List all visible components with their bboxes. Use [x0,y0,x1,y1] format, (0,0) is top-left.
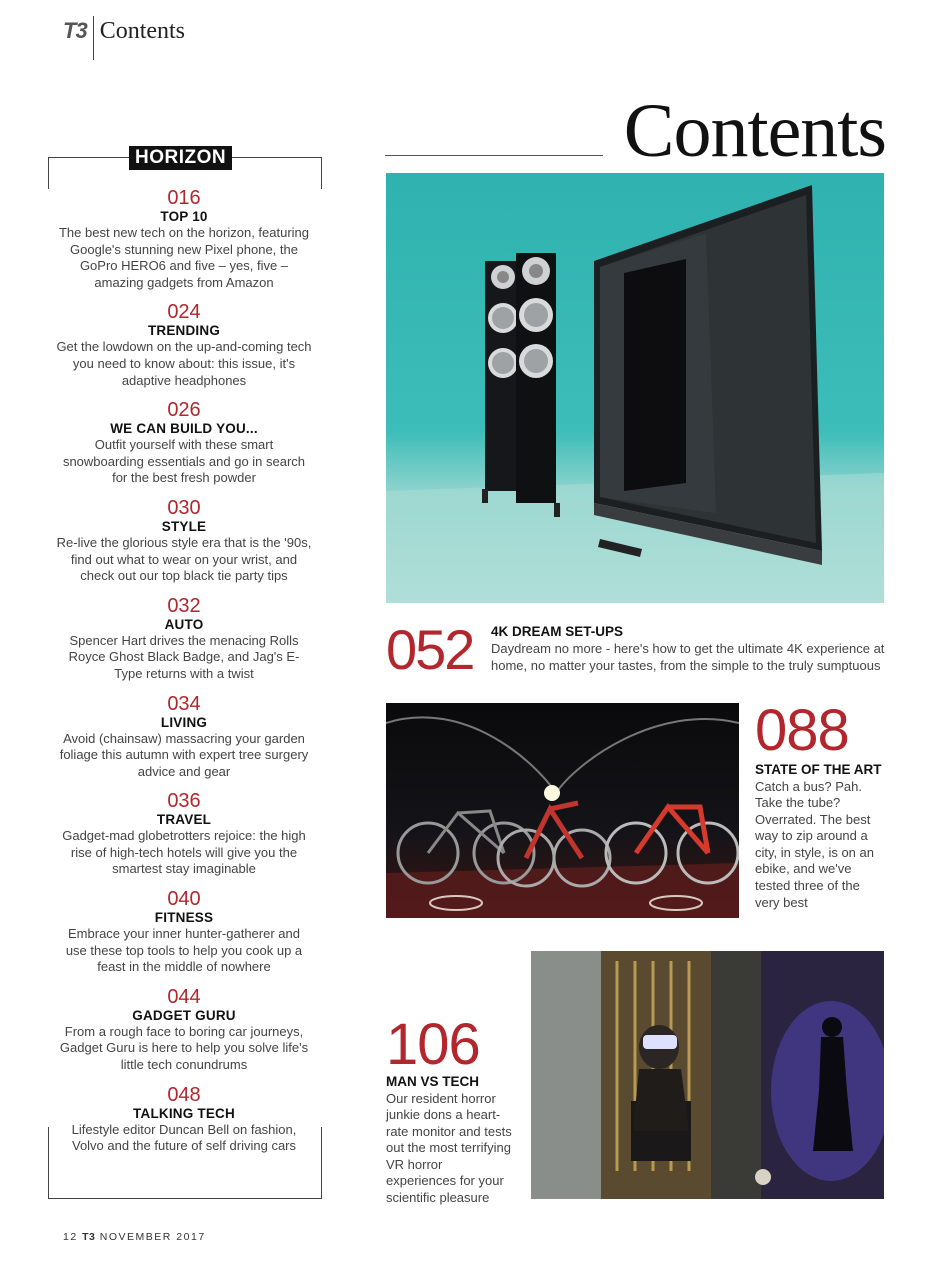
toc-entry[interactable] [48,301,320,389]
toc-page-number: 048 [167,1083,201,1106]
toc-entry[interactable] [48,497,320,585]
toc-entry[interactable] [48,595,320,683]
toc-description: Gadget-mad globetrotters rejoice: the high rise of high-tech hotels will give you the smartest stay imaginable [62,828,306,877]
tv-speakers-photo [386,173,884,603]
page-footer [63,1231,206,1243]
toc-page-number: 024 [167,301,201,324]
horizon-toc [48,187,320,1165]
feature-title: MAN VS TECH [386,1074,480,1089]
toc-entry[interactable] [48,790,320,878]
toc-title: TRENDING [147,323,221,339]
horizon-label: HORIZON [129,146,232,170]
issue-date: NOVEMBER 2017 [99,1231,206,1243]
feature-title: STATE OF THE ART [755,762,882,777]
feature-description: Our resident horror junkie dons a heart-rate monitor and tests out the most terrifying VR horror experiences for your scientific pleasure [386,1090,512,1206]
feature-088[interactable] [755,700,885,911]
vr-horror-photo [531,951,884,1199]
t3-logo: T3 [63,18,87,43]
feature-description: Daydream no more - here's how to get the ultimate 4K experience at home, no matter your tastes, from the simple to the truly sumptuous [491,641,885,673]
toc-description: From a rough face to boring car journeys, Gadget Guru is here to help you solve life's little tech conundrums [59,1023,309,1073]
feature-page-number: 052 [386,618,474,681]
toc-description: Outfit yourself with these smart snowboarding essentials and go in search for the best fresh powder [62,437,306,486]
toc-page-number: 044 [167,985,201,1008]
toc-description: The best new tech on the horizon, featuring Google's stunning new Pixel phone, the GoPro HERO6 and five – yes, five – amazing gadgets from Amazon [58,225,310,290]
toc-entry[interactable] [48,399,320,487]
feature-title: 4K DREAM SET-UPS [491,624,624,639]
toc-page-number: 032 [167,594,201,617]
ebikes-illustration [386,703,739,918]
toc-entry[interactable] [48,1084,320,1155]
page-title: Contents [623,89,886,173]
ebikes-photo [386,703,739,918]
section-label: Contents [99,18,186,44]
toc-page-number: 026 [167,399,201,422]
toc-description: Lifestyle editor Duncan Bell on fashion, Volvo and the future of self driving cars [71,1121,297,1154]
header-divider [93,16,94,60]
toc-entry[interactable] [48,693,320,781]
toc-page-number: 016 [167,187,201,209]
toc-page-number: 034 [167,692,201,715]
toc-entry[interactable] [48,986,320,1074]
page-header [63,16,185,60]
toc-page-number: 036 [167,790,201,813]
toc-description: Spencer Hart drives the menacing Rolls Royce Ghost Black Badge, and Jag's E-Type returns with a twist [68,632,300,681]
toc-page-number: 030 [167,496,201,519]
toc-page-number: 040 [167,888,201,911]
feature-106[interactable] [386,1012,516,1207]
toc-title: FITNESS [154,910,214,926]
toc-title: WE CAN BUILD YOU... [110,421,258,437]
toc-description: Embrace your inner hunter-gatherer and use these top tools to help you cook up a feast in the middle of nowhere [65,926,303,975]
toc-title: TALKING TECH [133,1105,235,1121]
title-rule [385,155,603,156]
page-number: 12 [63,1231,78,1243]
toc-title: TRAVEL [156,812,212,828]
toc-title: TOP 10 [160,209,208,224]
feature-description: Catch a bus? Pah. Take the tube? Overrated. The best way to zip around a city, in style, is on an ebike, and we've tested three of the very best [755,778,874,910]
toc-title: GADGET GURU [132,1007,236,1023]
toc-description: Get the lowdown on the up-and-coming tech you need to know about: this issue, it's adaptive headphones [56,339,312,388]
toc-entry[interactable] [48,888,320,976]
toc-title: AUTO [164,616,204,632]
toc-entry[interactable] [48,187,320,291]
toc-description: Re-live the glorious style era that is the '90s, find out what to wear on your wrist, and check out our top black tie party tips [56,534,312,584]
footer-brand: T3 [82,1231,96,1243]
toc-description: Avoid (chainsaw) massacring your garden foliage this autumn with expert tree surgery advice and gear [59,730,309,779]
tv-speakers-illustration [386,173,884,603]
toc-title: LIVING [160,714,208,730]
vr-horror-illustration [531,951,884,1199]
feature-page-number: 088 [755,698,849,763]
feature-page-number: 106 [386,1012,480,1077]
toc-title: STYLE [161,518,207,534]
